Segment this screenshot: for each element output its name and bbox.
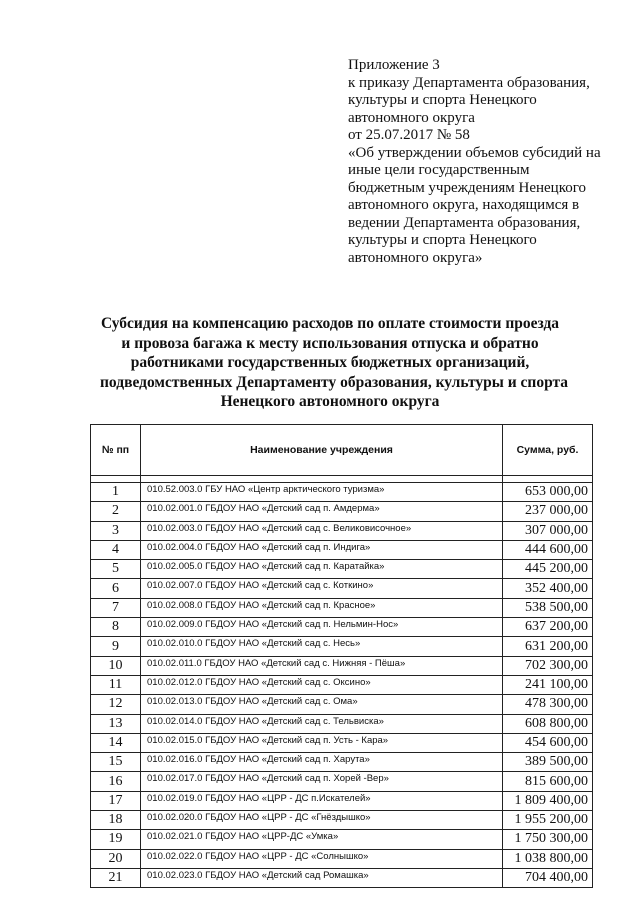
appendix-block [348,57,638,267]
header-name: Наименование учреждения [141,425,503,476]
amount: 637 200,00 [503,618,593,637]
amount: 445 200,00 [503,560,593,579]
amount: 307 000,00 [503,521,593,540]
table-row [91,579,593,598]
table-row [91,675,593,694]
amount: 631 200,00 [503,637,593,656]
amount: 389 500,00 [503,753,593,772]
row-number: 13 [91,714,141,733]
title-line: Субсидия на компенсацию расходов по оплате стоимости проезда [100,315,560,332]
row-number: 3 [91,521,141,540]
row-number: 6 [91,579,141,598]
row-number: 5 [91,560,141,579]
amount: 1 955 200,00 [503,811,593,830]
institution-name: 010.02.010.0 ГБДОУ НАО «Детский сад с. Несь» [141,637,503,656]
row-number: 14 [91,733,141,752]
row-number: 12 [91,695,141,714]
table-row [91,830,593,849]
amount: 702 300,00 [503,656,593,675]
institution-name: 010.02.021.0 ГБДОУ НАО «ЦРР-ДС «Умка» [141,830,503,849]
amount: 454 600,00 [503,733,593,752]
header-spacer-row [91,476,593,483]
document-title [100,314,569,412]
table-row [91,637,593,656]
table-row [91,483,593,502]
appendix-line: автономного округа, находящимся в [348,197,580,213]
table-row [91,791,593,810]
institution-name: 010.02.003.0 ГБДОУ НАО «Детский сад с. Великовисочное» [141,521,503,540]
amount: 1 038 800,00 [503,849,593,868]
appendix-line: от 25.07.2017 № 58 [348,127,470,143]
institution-name: 010.02.016.0 ГБДОУ НАО «Детский сад п. Харута» [141,753,503,772]
institution-name: 010.02.005.0 ГБДОУ НАО «Детский сад п. Каратайка» [141,560,503,579]
row-number: 1 [91,483,141,502]
institution-name: 010.02.023.0 ГБДОУ НАО «Детский сад Ромашка» [141,868,503,887]
institution-name: 010.02.019.0 ГБДОУ НАО «ЦРР - ДС п.Искателей» [141,791,503,810]
title-line: и провоза багажа к месту использования отпуска и обратно [121,334,539,352]
table-row [91,811,593,830]
institution-name: 010.02.017.0 ГБДОУ НАО «Детский сад п. Хорей -Вер» [141,772,503,791]
header-sum: Сумма, руб. [503,425,593,476]
amount: 704 400,00 [503,868,593,887]
row-number: 2 [91,502,141,521]
appendix-line: «Об утверждении объемов субсидий на [348,144,601,161]
row-number: 20 [91,849,141,868]
header-num: № пп [91,425,141,476]
table-row [91,502,593,521]
institution-name: 010.02.014.0 ГБДОУ НАО «Детский сад с. Тельвиска» [141,714,503,733]
table-row [91,714,593,733]
table-row [91,598,593,617]
table-row [91,695,593,714]
table-row [91,849,593,868]
row-number: 11 [91,675,141,694]
row-number: 19 [91,830,141,849]
appendix-line: культуры и спорта Ненецкого [348,92,537,108]
institution-name: 010.02.007.0 ГБДОУ НАО «Детский сад с. Коткино» [141,579,503,598]
row-number: 9 [91,637,141,656]
table-header-row [91,425,593,476]
appendix-line: ведении Департамента образования, [348,214,581,231]
row-number: 10 [91,656,141,675]
institution-name: 010.02.015.0 ГБДОУ НАО «Детский сад п. Усть - Кара» [141,733,503,752]
institution-name: 010.02.004.0 ГБДОУ НАО «Детский сад п. Индига» [141,540,503,559]
appendix-line: бюджетным учреждениям Ненецкого [348,179,586,196]
appendix-line: автономного округа» [348,249,483,266]
amount: 608 800,00 [503,714,593,733]
amount: 538 500,00 [503,598,593,617]
table-row [91,618,593,637]
table-row [91,560,593,579]
row-number: 17 [91,791,141,810]
appendix-line: иные цели государственным [348,162,530,178]
appendix-line: культуры и спорта Ненецкого [348,232,537,248]
row-number: 18 [91,811,141,830]
amount: 1 750 300,00 [503,830,593,849]
title-line: подведомственных Департаменту образования, культуры и спорта [100,373,569,391]
row-number: 8 [91,618,141,637]
amount: 1 809 400,00 [503,791,593,810]
institution-name: 010.02.022.0 ГБДОУ НАО «ЦРР - ДС «Солнышко» [141,849,503,868]
amount: 815 600,00 [503,772,593,791]
table-row [91,753,593,772]
table-row [91,772,593,791]
subsidy-table [90,424,593,888]
institution-name: 010.52.003.0 ГБУ НАО «Центр арктического туризма» [141,483,503,502]
amount: 237 000,00 [503,502,593,521]
table-row [91,540,593,559]
amount: 352 400,00 [503,579,593,598]
appendix-line: автономного округа [348,109,475,126]
institution-name: 010.02.012.0 ГБДОУ НАО «Детский сад с. Оксино» [141,675,503,694]
amount: 478 300,00 [503,695,593,714]
amount: 444 600,00 [503,540,593,559]
title-line: Ненецкого автономного округа [220,393,440,410]
institution-name: 010.02.009.0 ГБДОУ НАО «Детский сад п. Нельмин-Нос» [141,618,503,637]
appendix-line: к приказу Департамента образования, [348,74,590,91]
amount: 653 000,00 [503,483,593,502]
row-number: 4 [91,540,141,559]
institution-name: 010.02.011.0 ГБДОУ НАО «Детский сад с. Нижняя - Пёша» [141,656,503,675]
row-number: 21 [91,868,141,887]
table-row [91,521,593,540]
row-number: 15 [91,753,141,772]
institution-name: 010.02.020.0 ГБДОУ НАО «ЦРР - ДС «Гнёздышко» [141,811,503,830]
table-row [91,656,593,675]
institution-name: 010.02.001.0 ГБДОУ НАО «Детский сад п. Амдерма» [141,502,503,521]
row-number: 7 [91,598,141,617]
amount: 241 100,00 [503,675,593,694]
appendix-line: Приложение 3 [348,57,440,73]
table-row [91,733,593,752]
institution-name: 010.02.008.0 ГБДОУ НАО «Детский сад п. Красное» [141,598,503,617]
row-number: 16 [91,772,141,791]
title-line: работниками государственных бюджетных организаций, [130,354,530,371]
table-row [91,868,593,887]
institution-name: 010.02.013.0 ГБДОУ НАО «Детский сад с. Ома» [141,695,503,714]
